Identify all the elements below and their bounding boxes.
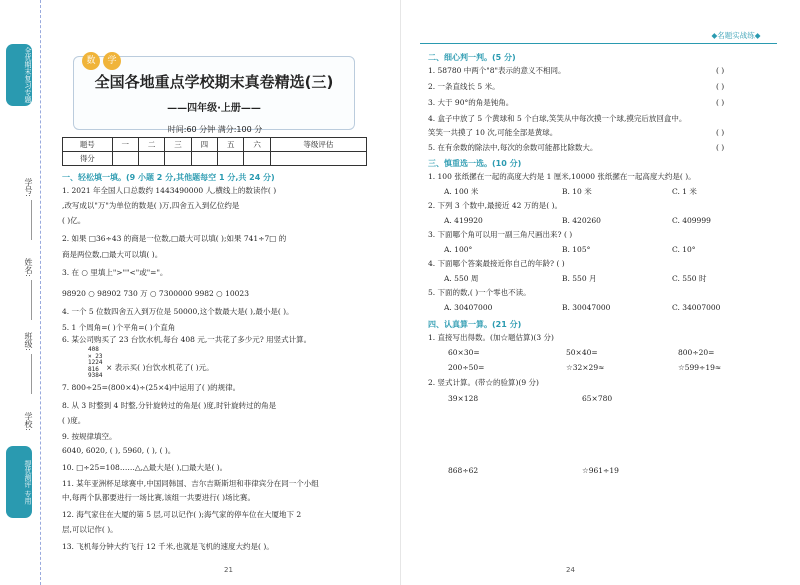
grade-subtitle: ——四年级·上册—— <box>167 103 261 114</box>
section-4-heading: 四、认真算一算。(21 分) <box>428 320 522 329</box>
page-fold <box>400 0 401 585</box>
answer-paren[interactable]: ( ) <box>716 98 725 107</box>
question-text: × 表示买( )台饮水机花了( )元。 <box>106 363 214 372</box>
choice-question: 2. 下列 3 个数中,最接近 42 万的是( )。 <box>428 201 563 210</box>
strip-bottom-box: 提优测评 专用 <box>6 446 32 518</box>
question-text: 8. 从 3 时整到 4 时整,分针旋转过的角是( )度,时针旋转过的角是 <box>62 401 277 410</box>
vertical-calc-item: 65×780 <box>582 394 613 403</box>
answer-paren[interactable]: ( ) <box>716 66 725 75</box>
strip-label-name: 姓名: <box>24 258 33 277</box>
choice-option[interactable]: A. 419920 <box>444 216 483 225</box>
judge-item: 笑笑一共摸了 10 次,可能全部是黄球。 <box>428 128 558 137</box>
question-text: 11. 某年亚洲杯足球赛中,中国同韩国、吉尔吉斯斯坦和菲律宾分在同一个小组 <box>62 479 319 488</box>
subject-badge-2: 学 <box>103 52 121 70</box>
binding-strip <box>0 0 41 585</box>
score-value-row <box>63 152 367 166</box>
score-header-cell: 题号 <box>63 138 113 152</box>
choice-option[interactable]: A. 100° <box>444 245 473 254</box>
judge-item: 3. 大于 90°的角是钝角。 <box>428 98 514 107</box>
score-input-cell[interactable] <box>138 152 164 166</box>
strip-label-id: 学号: <box>24 178 33 197</box>
subject-badge-1: 数 <box>82 52 100 70</box>
question-text: 1. 2021 年全国人口总数约 1443490000 人,横线上的数读作( ) <box>62 186 277 195</box>
question-text: 2. 如果 □36÷43 的商是一位数,□最大可以填( );如果 741÷7□ 的 <box>62 234 287 243</box>
choice-option[interactable]: A. 550 周 <box>444 274 479 283</box>
score-row-label: 得分 <box>63 152 113 166</box>
score-header-cell: 四 <box>191 138 217 152</box>
question-text: ( )亿。 <box>62 216 86 225</box>
question-text: ( )度。 <box>62 416 86 425</box>
choice-option[interactable]: C. 34007000 <box>672 303 721 312</box>
vertical-calc-item: 39×128 <box>448 394 479 403</box>
score-input-cell[interactable] <box>244 152 270 166</box>
score-input-cell[interactable] <box>218 152 244 166</box>
question-text: 98920 ○ 98902 730 万 ○ 7300000 9982 ○ 10023 <box>62 289 249 298</box>
score-input-cell[interactable] <box>165 152 191 166</box>
strip-label-school: 学校: <box>24 412 33 431</box>
choice-option[interactable]: B. 105° <box>562 245 591 254</box>
score-header-cell: 六 <box>244 138 270 152</box>
oral-calc-item: 800÷20= <box>678 348 715 357</box>
page-number-right: 24 <box>566 566 575 574</box>
choice-option[interactable]: B. 30047000 <box>562 303 611 312</box>
oral-calc-item: ☆599÷19≈ <box>678 363 722 372</box>
choice-question: 1. 100 张纸摞在一起的高度大约是 1 厘米,10000 张纸摞在一起高度大约是( )。 <box>428 172 696 181</box>
section-2-heading: 二、细心判一判。(5 分) <box>428 53 516 62</box>
series-label: ◆名题实战练◆ <box>711 31 761 40</box>
oral-calc-item: 60×30= <box>448 348 480 357</box>
question-text: 中,每两个队都要进行一场比赛,该组一共要进行( )场比赛。 <box>62 493 256 502</box>
question-text: 5. 1 个周角=( )个平角=( )个直角 <box>62 323 176 332</box>
question-text: 4. 一个 5 位数四舍五入到万位是 50000,这个数最大是( ),最小是( )。 <box>62 307 294 316</box>
section-3-heading: 三、慎重选一选。(10 分) <box>428 159 522 168</box>
calc-line: 816 <box>88 365 99 373</box>
score-header-row <box>63 138 367 152</box>
section-1-heading: 一、轻松填一填。(9 小题 2 分,其他题每空 1 分,共 24 分) <box>62 173 275 182</box>
strip-line <box>31 200 32 240</box>
answer-paren[interactable]: ( ) <box>716 143 725 152</box>
strip-line <box>31 354 32 394</box>
choice-option[interactable]: B. 420260 <box>562 216 601 225</box>
judge-item: 1. 58780 中两个"8"表示的意义不相同。 <box>428 66 566 75</box>
score-header-cell: 二 <box>138 138 164 152</box>
choice-question: 5. 下面的数,( )一个零也不读。 <box>428 288 531 297</box>
calc-instruction: 1. 直接写出得数。(加☆题估算)(3 分) <box>428 333 554 342</box>
vertical-calc-item: ☆961÷19 <box>582 466 619 475</box>
calc-instruction: 2. 竖式计算。(带☆的验算)(9 分) <box>428 378 539 387</box>
calc-line: 1224 <box>88 359 103 366</box>
oral-calc-item: 50×40= <box>566 348 598 357</box>
score-input-cell[interactable] <box>270 152 366 166</box>
answer-paren[interactable]: ( ) <box>716 82 725 91</box>
score-header-cell: 五 <box>218 138 244 152</box>
score-table <box>62 137 367 166</box>
answer-paren[interactable]: ( ) <box>716 128 725 137</box>
judge-item: 5. 在有余数的除法中,每次的余数可能都比除数大。 <box>428 143 598 152</box>
calc-line: 9384 <box>88 372 103 379</box>
oral-calc-item: ☆32×29≈ <box>566 363 605 372</box>
choice-question: 3. 下面哪个角可以用一副三角尺画出来? ( ) <box>428 230 573 239</box>
choice-option[interactable]: C. 1 米 <box>672 187 697 196</box>
question-text: 3. 在 ○ 里填上">""<"或"="。 <box>62 268 168 277</box>
score-input-cell[interactable] <box>112 152 138 166</box>
choice-option[interactable]: A. 100 米 <box>444 187 479 196</box>
question-text: 13. 飞机每分钟大约飞行 12 千米,也就是飞机的速度大约是( )。 <box>62 542 274 551</box>
page-title: 全国各地重点学校期末真卷精选(三) <box>94 73 334 91</box>
choice-option[interactable]: A. 30407000 <box>444 303 493 312</box>
choice-option[interactable]: C. 409999 <box>672 216 711 225</box>
page-number-left: 21 <box>224 566 233 574</box>
question-text: 9. 按规律填空。 <box>62 432 117 441</box>
choice-option[interactable]: B. 550 月 <box>562 274 597 283</box>
question-text: 7. 800÷25=(800×4)÷(25×4)中运用了( )的规律。 <box>62 383 241 392</box>
question-text: ,改写成以"万"为单位的数是( )万,四舍五入到亿位约是 <box>62 201 240 210</box>
question-text: 10. □÷25=108……△,△最大是( ),□最大是( )。 <box>62 463 228 472</box>
score-header-cell: 等级评估 <box>270 138 366 152</box>
strip-line <box>31 280 32 320</box>
question-text: 层,可以记作( )。 <box>62 525 118 534</box>
strip-top-box: 全优期末复习专题 <box>6 44 32 106</box>
choice-option[interactable]: B. 10 米 <box>562 187 592 196</box>
question-text: 6040, 6020, ( ), 5960, ( ), ( )。 <box>62 446 176 455</box>
header-rule <box>420 43 777 44</box>
choice-question: 4. 下面哪个答案最接近你自己的年龄? ( ) <box>428 259 565 268</box>
strip-label-class: 班级: <box>24 332 33 351</box>
question-text: 6. 某公司购买了 23 台饮水机,每台 408 元,一共花了多少元? 用竖式计算。 <box>62 335 312 344</box>
calc-line: 408 <box>88 346 99 353</box>
vertical-multiplication <box>88 347 102 380</box>
choice-option[interactable]: C. 10° <box>672 245 696 254</box>
calc-line: × 23 <box>88 352 103 360</box>
question-text: 商是两位数,□最大可以填( )。 <box>62 250 163 259</box>
judge-item: 2. 一条直线长 5 米。 <box>428 82 500 91</box>
score-input-cell[interactable] <box>191 152 217 166</box>
oral-calc-item: 200÷50= <box>448 363 485 372</box>
score-header-cell: 三 <box>165 138 191 152</box>
time-score-info: 时间:60 分钟 满分:100 分 <box>167 125 263 134</box>
choice-option[interactable]: C. 550 时 <box>672 274 707 283</box>
question-text: 12. 海气家住在大厦的第 5 层,可以记作( );海气家的停车位在大厦地下 2 <box>62 510 302 519</box>
judge-item: 4. 盒子中放了 5 个黄球和 5 个白球,笑笑从中每次摸一个球,摸完后放回盒中。 <box>428 114 687 123</box>
score-header-cell: 一 <box>112 138 138 152</box>
vertical-calc-item: 868÷62 <box>448 466 479 475</box>
